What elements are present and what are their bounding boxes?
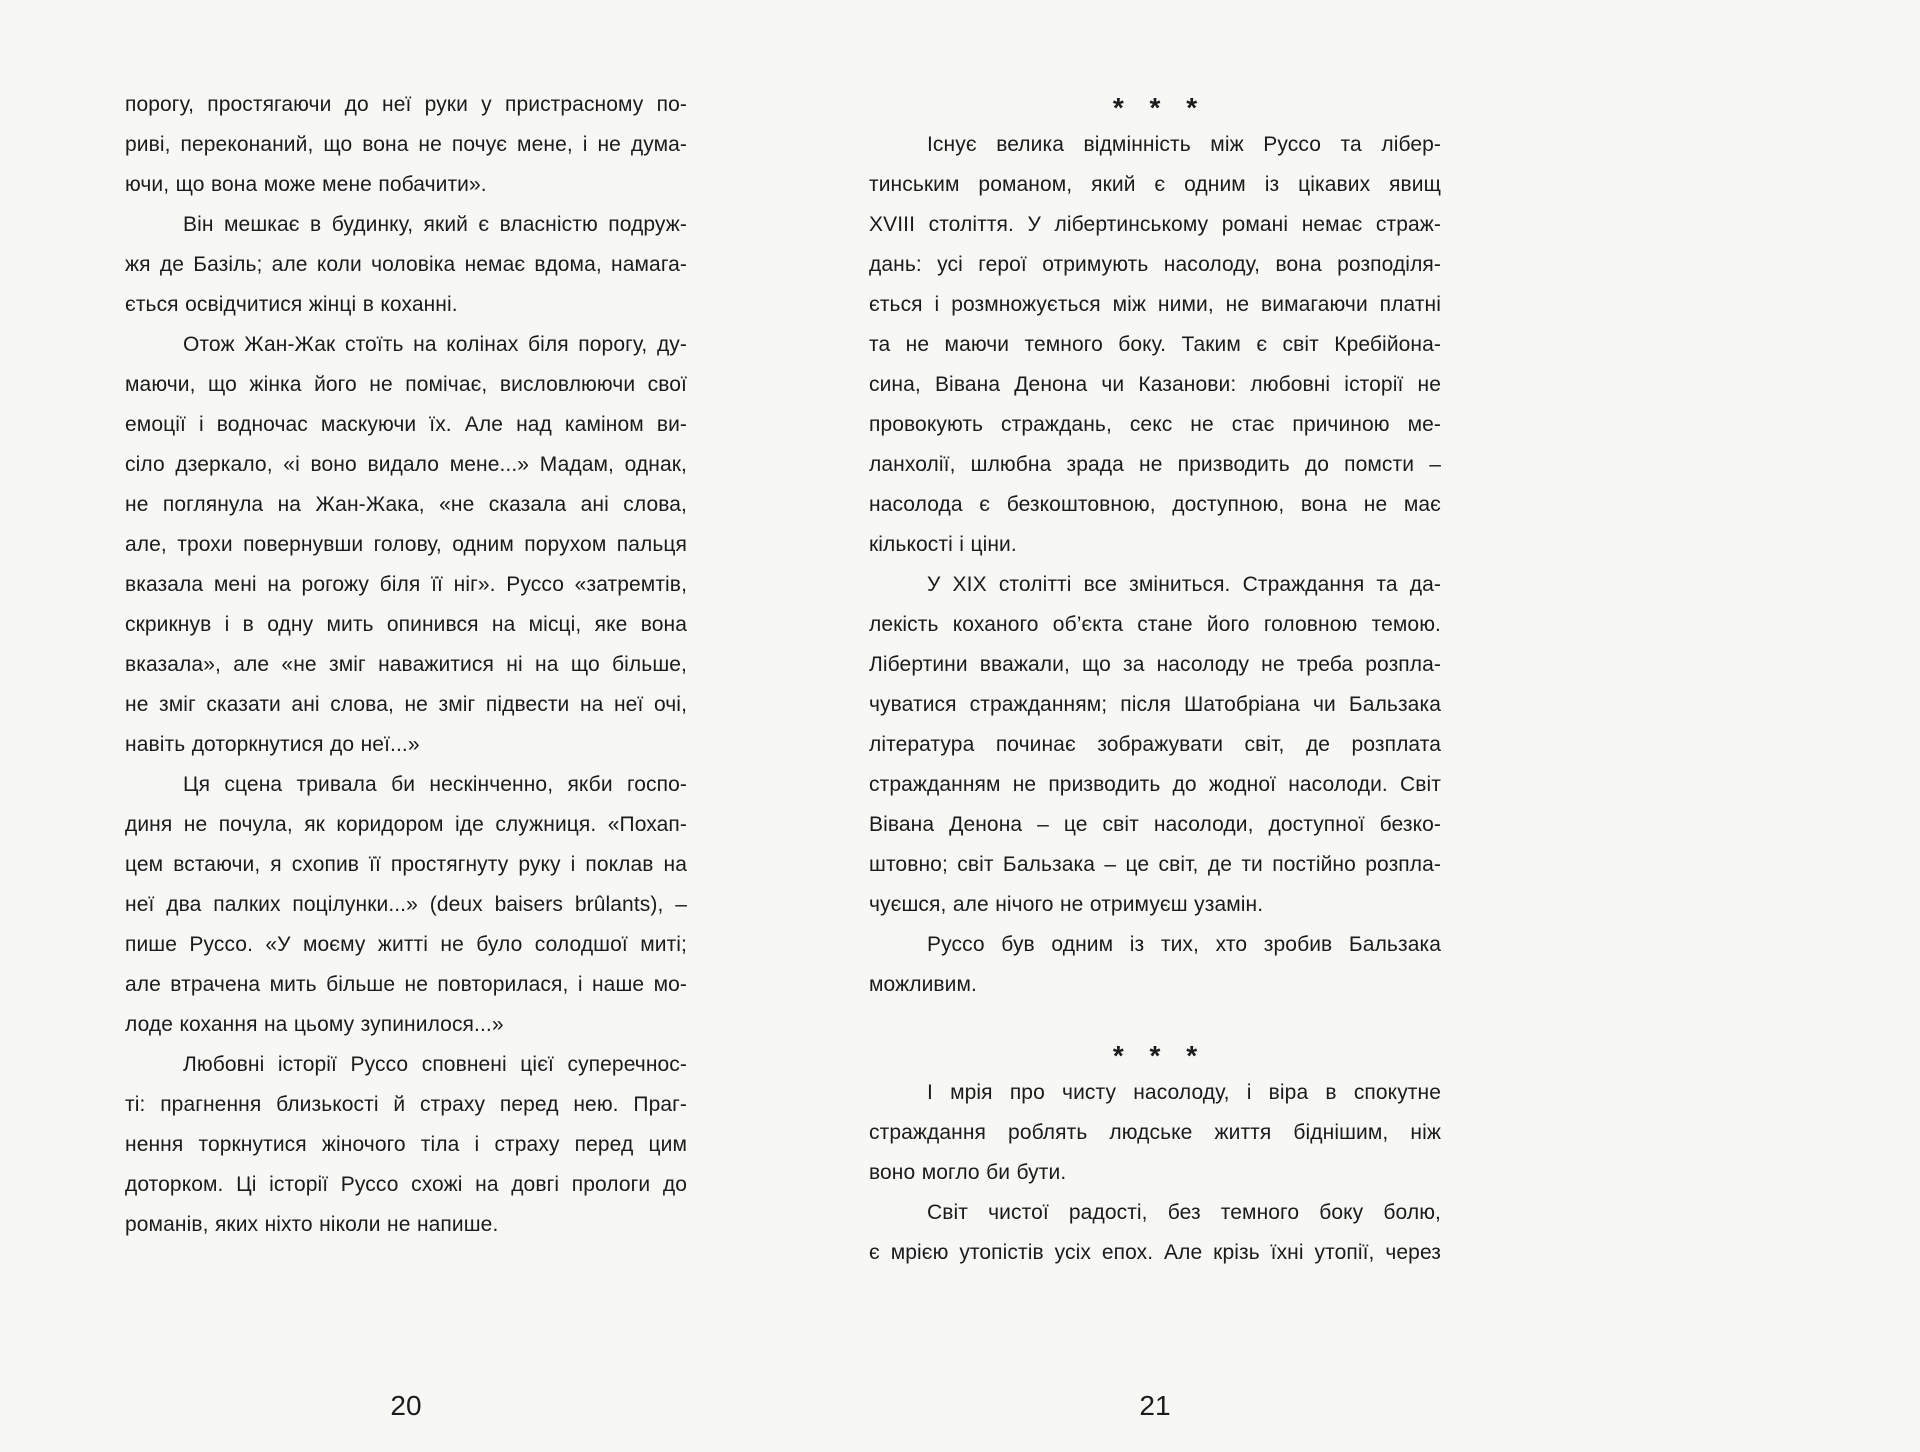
text-line: стражданням не призводить до жодної насолоди. Світ [869,773,1441,796]
page-21 [869,85,1441,1421]
text-line: вказала мені на рогожу біля її ніг». Руссо «затремтів, [125,573,687,596]
text-line: доторком. Ці історії Руссо схожі на довгі прологи до [125,1173,687,1196]
text-line: маючи, що жінка його не помічає, висловлюючи свої [125,373,687,396]
text-line: риві, переконаний, що вона не почує мене, і не дума- [125,133,687,156]
text-line: диня не почула, як коридором іде служниця. «Похап- [125,813,687,836]
text-line: тинським романом, який є одним із цікавих явищ [869,173,1441,196]
text-line: не зміг сказати ані слова, не зміг підвести на неї очі, [125,693,687,716]
text-line: сина, Вівана Денона чи Казанови: любовні історії не [869,373,1441,396]
page-20-number: 20 [390,1390,422,1421]
section-separator: * * * [1112,92,1207,123]
text-line: романів, яких ніхто ніколи не напише. [125,1213,499,1236]
text-line: ється і розмножується між ними, не вимагаючи платні [869,293,1441,316]
text-line: Руссо був одним із тих, хто зробив Бальзака [927,933,1441,956]
page-21-number: 21 [1139,1390,1171,1421]
text-line: провокують страждань, секс не стає причиною ме- [869,413,1441,436]
text-line: Він мешкає в будинку, який є власністю подруж- [183,213,687,236]
text-line: Любовні історії Руссо сповнені цієї суперечнос- [183,1053,687,1076]
text-line: ється освідчитися жінці в коханні. [125,293,458,316]
text-line: емоції і водночас маскуючи їх. Але над каміном ви- [125,413,687,436]
text-line: У XIX столітті все зміниться. Страждання та да- [927,573,1441,596]
text-line: дань: усі герої отримують насолоду, вона розподіля- [869,253,1441,276]
text-line: Світ чистої радості, без темного боку болю, [927,1201,1441,1224]
text-line: та не маючи темного боку. Таким є світ Кребійона- [869,333,1441,356]
text-line: можливим. [869,973,977,996]
text-line: ючи, що вона може мене побачити». [125,173,487,196]
text-line: ланхолії, шлюбна зрада не призводить до помсти – [869,453,1441,476]
text-line: вказала», але «не зміг наважитися ні на що більше, [125,653,687,676]
text-line: XVIII століття. У лібертинському романі немає страж- [869,213,1441,236]
text-line: чуєшся, але нічого не отримуєш узамін. [869,893,1264,916]
text-line: Ця сцена тривала би нескінченно, якби госпо- [183,773,687,796]
text-line: лекість коханого об’єкта стане його головною темою. [869,613,1441,636]
text-line: але, трохи повернувши голову, одним порухом пальця [125,533,687,556]
text-line: скрикнув і в одну мить опинився на місці, яке вона [125,613,687,636]
text-line: кількості і ціни. [869,533,1017,556]
text-line: чуватися стражданням; після Шатобріана чи Бальзака [869,693,1441,716]
text-line: навіть доторкнутися до неї...» [125,733,420,756]
text-line: Лібертини вважали, що за насолоду не треба розпла- [869,653,1441,676]
text-line: насолода є безкоштовною, доступною, вона не має [869,493,1441,516]
paragraph-spacer [869,1005,1441,1033]
text-line: нення торкнутися жіночого тіла і страху перед цим [125,1133,687,1156]
text-line: Отож Жан-Жак стоїть на колінах біля порогу, ду- [183,333,687,356]
text-line: лоде кохання на цьому зупинилося...» [125,1013,504,1036]
text-line: Вівана Денона – це світ насолоди, доступної безко- [869,813,1441,836]
text-line: неї два палких поцілунки...» (deux baisers brûlants), – [125,893,687,916]
text-line: пише Руссо. «У моєму житті не було солодшої миті; [125,933,687,956]
text-line: не поглянула на Жан-Жака, «не сказала ані слова, [125,493,687,516]
text-line: І мрія про чисту насолоду, і віра в спокутне [927,1081,1441,1104]
section-separator: * * * [1112,1040,1207,1071]
text-line: Існує велика відмінність між Руссо та лібер- [927,133,1441,156]
text-line: воно могло би бути. [869,1161,1067,1184]
text-line: ті: прагнення близькості й страху перед нею. Праг- [125,1093,687,1116]
text-line: є мрією утопістів усіх епох. Але крізь їхні утопії, через [869,1241,1441,1264]
text-line: сіло дзеркало, «і воно видало мене...» Мадам, однак, [125,453,687,476]
text-line: жя де Базіль; але коли чоловіка немає вдома, намага- [125,253,687,276]
page-21-text-column [869,85,1441,1273]
text-line: але втрачена мить більше не повторилася, і наше мо- [125,973,687,996]
text-line: цем встаючи, я схопив її простягнуту руку і поклав на [125,853,687,876]
text-line: література починає зображувати світ, де розплата [869,733,1441,756]
page-20-text-column [125,85,687,1245]
text-line: порогу, простягаючи до неї руки у пристрасному по- [125,93,687,116]
text-line: страждання роблять людське життя біднішим, ніж [869,1121,1441,1144]
text-line: штовно; світ Бальзака – це світ, де ти постійно розпла- [869,853,1441,876]
page-20 [125,85,687,1421]
